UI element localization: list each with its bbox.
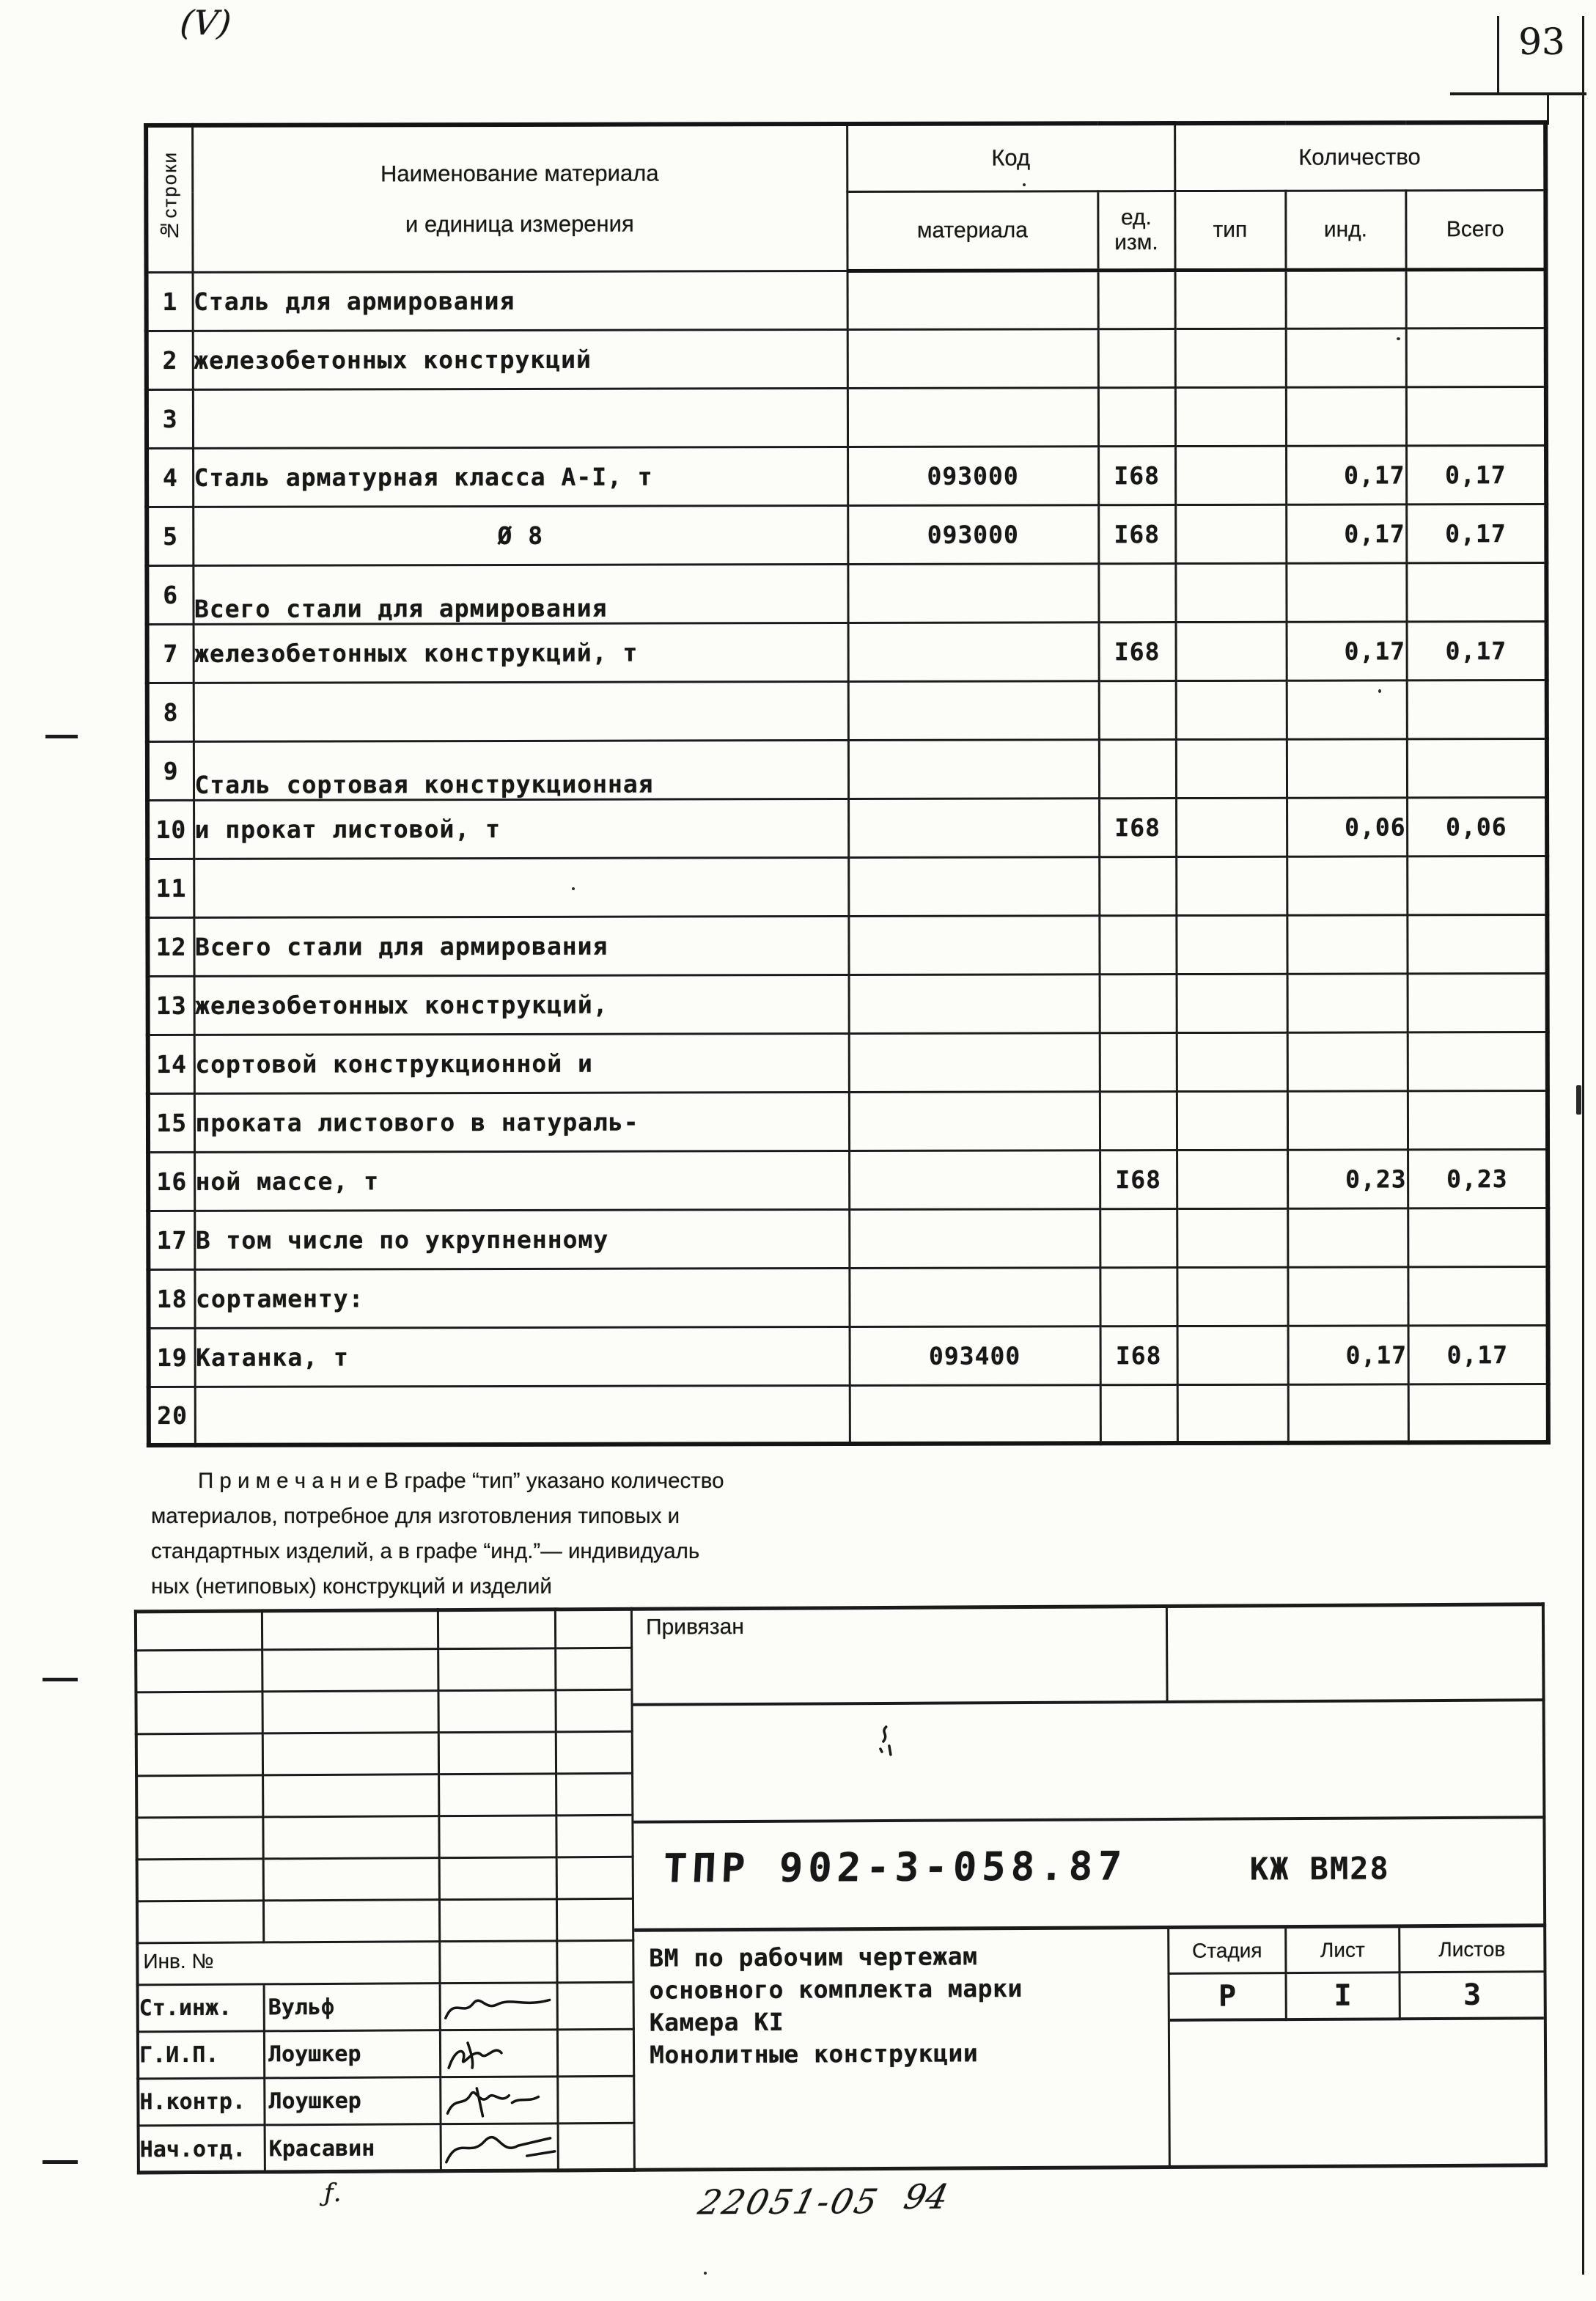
signature-scribble-cell: [441, 2077, 559, 2125]
row-number-cell: 14: [148, 1035, 194, 1093]
name-cell: железобетонных конструкций, т: [194, 623, 848, 683]
code-group-header: Код: [847, 123, 1174, 191]
sheet-value-cell: I: [1287, 1973, 1401, 2021]
signature-scribble-cell: [441, 1983, 559, 2031]
type-subheader: тип: [1174, 191, 1285, 270]
grid-cell: [441, 1942, 558, 1984]
name-cell: железобетонных конструкций: [193, 329, 847, 389]
grid-cell: [439, 1649, 556, 1692]
grid-cell: [441, 1858, 558, 1901]
grid-cell: [558, 1900, 634, 1942]
grid-cell: [558, 1942, 634, 1984]
name-cell: сортаменту:: [194, 1268, 849, 1328]
footer-page-number-handwritten: 94: [900, 2176, 952, 2217]
grid-cell: [134, 1609, 263, 1651]
scan-speck: [1023, 183, 1026, 186]
small-handwritten-mark: [876, 1724, 898, 1761]
document-number: ТПР 902-3-058.87: [662, 1843, 1128, 1892]
grid-cell: [559, 2124, 636, 2173]
page-number: 93: [1518, 21, 1565, 63]
grid-cell: [559, 2030, 635, 2078]
binding-cell: [636, 1608, 1169, 1703]
grid-cell: [440, 1733, 557, 1775]
grid-cell: [439, 1607, 556, 1650]
scan-speck: [704, 2272, 707, 2275]
grid-cell: [557, 1775, 633, 1817]
row-number-column-header: №строки: [146, 125, 192, 272]
footer-doc-code-handwritten: 22051-05: [694, 2181, 884, 2223]
signature-name-cell: Лоушкер: [265, 2031, 441, 2079]
stage-value-cell: Р: [1170, 1974, 1287, 2022]
row-number-cell: 4: [147, 448, 193, 507]
grid-cell: [136, 1860, 265, 1902]
row-number-cell: 16: [148, 1152, 194, 1211]
ind-cell: 0,17: [1286, 445, 1406, 504]
ind-cell: 0,23: [1287, 1149, 1408, 1208]
inventory-number-cell: Инв. №: [136, 1942, 441, 1986]
grid-cell: [265, 1901, 441, 1943]
unit-subheader: ед. изм.: [1097, 191, 1174, 270]
document-mark: КЖ ВМ28: [1249, 1850, 1390, 1887]
signature-scribble: [441, 1983, 559, 2031]
total-cell: 0,17: [1406, 445, 1546, 504]
description-line: ВМ по рабочим чертежам: [649, 1942, 978, 1972]
signature-role-cell: Нач.отд.: [137, 2126, 266, 2174]
name-cell: сортовой конструкционной и: [194, 1033, 849, 1093]
corner-handwritten-mark: (V): [178, 3, 233, 43]
signature-role-cell: Ст.инж.: [136, 1985, 265, 2033]
row-number-cell: 2: [147, 331, 193, 389]
row-number-cell: 19: [149, 1328, 195, 1387]
row-number-cell: 15: [148, 1093, 194, 1152]
unit-cell: I68: [1100, 1326, 1177, 1384]
grid-cell: [556, 1691, 633, 1733]
note-line: ных (нетиповых) конструкций и изделий: [151, 1574, 552, 1599]
row-number-cell: 1: [147, 272, 193, 331]
row-number-cell: 13: [148, 976, 194, 1035]
sheets-header-cell: Листов: [1400, 1927, 1543, 1973]
signature-name-cell: Лоушкер: [265, 2078, 441, 2126]
grid-cell: [556, 1607, 633, 1650]
signature-scribble-cell: [442, 2124, 559, 2173]
total-cell: 0,06: [1407, 797, 1547, 856]
signature-scribble-cell: [441, 2030, 559, 2078]
signature-scribble: [441, 2030, 559, 2078]
note-line: стандартных изделий, а в графе “инд.”— индивидуаль: [151, 1539, 700, 1563]
ind-cell: 0,17: [1286, 504, 1406, 562]
grid-cell: [558, 1858, 634, 1901]
signature-scribble: [441, 2077, 559, 2125]
scan-speck: [572, 887, 575, 890]
grid-cell: [265, 1859, 441, 1901]
grid-cell: [559, 1983, 635, 2031]
grid-cell: [135, 1734, 264, 1777]
signature-name-cell: Вульф: [265, 1984, 441, 2032]
signature-role-cell: Г.И.П.: [136, 2032, 265, 2080]
unit-cell: I68: [1100, 1150, 1177, 1208]
total-cell: 0,17: [1406, 504, 1546, 562]
signature-name-cell: Красавин: [266, 2125, 442, 2173]
row-number-cell: 6: [147, 565, 193, 624]
ind-cell: 0,17: [1287, 621, 1407, 680]
code-cell: 093000: [847, 446, 1098, 505]
grid-cell: [264, 1733, 440, 1776]
total-cell: 0,23: [1408, 1149, 1548, 1208]
name-cell: Сталь сортовая конструкционная: [194, 740, 848, 800]
name-cell: Всего стали для армирования: [193, 564, 847, 624]
row-number-cell: 8: [147, 683, 194, 741]
grid-cell: [557, 1733, 633, 1775]
middle-cell-bottom-line: [633, 1816, 1545, 1824]
footer-small-mark: ƒ.: [323, 2178, 342, 2208]
row-number-cell: 18: [148, 1269, 194, 1328]
row-number-cell: 3: [147, 389, 193, 448]
name-cell: и прокат листовой, т: [194, 799, 848, 859]
material-header-line1: Наименование материала: [380, 160, 659, 187]
grid-cell: [556, 1649, 633, 1692]
grid-cell: [263, 1650, 439, 1692]
grid-cell: [440, 1816, 557, 1859]
description-line: Монолитные конструкции: [649, 2038, 979, 2069]
grid-cell: [134, 1692, 263, 1735]
stage-header-cell: Стадия: [1169, 1928, 1287, 1975]
row-number-cell: 5: [147, 507, 193, 565]
note-line: П р и м е ч а н и е В графе “тип” указано количество: [198, 1469, 724, 1493]
name-cell: В том числе по укрупненному: [194, 1209, 849, 1269]
name-cell: Катанка, т: [195, 1326, 850, 1387]
name-cell: Сталь арматурная класса А-I, т: [193, 447, 847, 507]
grid-cell: [263, 1692, 439, 1734]
unit-cell: I68: [1098, 504, 1175, 563]
name-cell: Всего стали для армирования: [194, 916, 848, 976]
unit-cell: I68: [1098, 446, 1175, 504]
scan-speck: [1378, 689, 1381, 693]
row-number-cell: 20: [149, 1387, 195, 1445]
scan-artifact: [1576, 1085, 1581, 1115]
grid-cell: [136, 1901, 265, 1944]
description-cell: [637, 1929, 1171, 2168]
name-cell: ной массе, т: [194, 1150, 849, 1211]
row-number-cell: 10: [147, 800, 194, 859]
name-cell: Сталь для армирования: [193, 271, 847, 331]
quantity-group-header: Количество: [1174, 122, 1545, 191]
note-line: материалов, потребное для изготовления типовых и: [151, 1504, 680, 1528]
name-cell: железобетонных конструкций,: [194, 975, 849, 1035]
row-number-cell: 9: [147, 741, 194, 800]
name-cell: проката листового в натураль-: [194, 1092, 849, 1152]
unit-cell: I68: [1099, 798, 1176, 856]
description-line: Камера КI: [649, 2007, 784, 2037]
signature-role-cell: Н.контр.: [136, 2079, 265, 2126]
grid-cell: [263, 1608, 439, 1651]
total-cell: 0,17: [1407, 621, 1547, 680]
grid-cell: [264, 1817, 440, 1860]
grid-cell: [557, 1816, 633, 1859]
ind-cell: 0,17: [1288, 1325, 1408, 1384]
grid-cell: [135, 1818, 264, 1860]
code-cell: 093000: [847, 504, 1098, 564]
description-line: основного комплекта марки: [649, 1974, 1023, 2005]
row-number-cell: 12: [147, 917, 194, 976]
grid-cell: [441, 1900, 558, 1942]
material-header-line2: и единица измерения: [405, 210, 634, 238]
ind-cell: 0,06: [1287, 797, 1407, 856]
total-cell: 0,17: [1408, 1325, 1548, 1384]
sheets-value-cell: 3: [1401, 1972, 1544, 2020]
grid-cell: [439, 1691, 556, 1733]
binding-label: Привязан: [645, 1614, 744, 1640]
titleblock-right-line: [1542, 1602, 1548, 2167]
grid-cell: [559, 2077, 635, 2125]
name-cell: Ø 8: [193, 505, 847, 565]
grid-cell: [134, 1651, 263, 1693]
sheet-header-cell: Лист: [1287, 1928, 1400, 1974]
row-number-cell: 17: [148, 1211, 194, 1269]
code-material-subheader: материала: [847, 191, 1097, 271]
grid-cell: [135, 1776, 264, 1819]
unit-cell: I68: [1099, 622, 1176, 680]
row-number-cell: 11: [147, 859, 194, 917]
grid-cell: [440, 1775, 557, 1817]
individual-subheader: инд.: [1285, 190, 1405, 269]
signature-scribble: [442, 2124, 559, 2173]
scan-speck: [1397, 337, 1400, 340]
grid-cell: [264, 1775, 440, 1818]
code-cell: 093400: [850, 1326, 1100, 1385]
total-subheader: Всего: [1405, 190, 1545, 269]
row-number-cell: 7: [147, 624, 194, 683]
